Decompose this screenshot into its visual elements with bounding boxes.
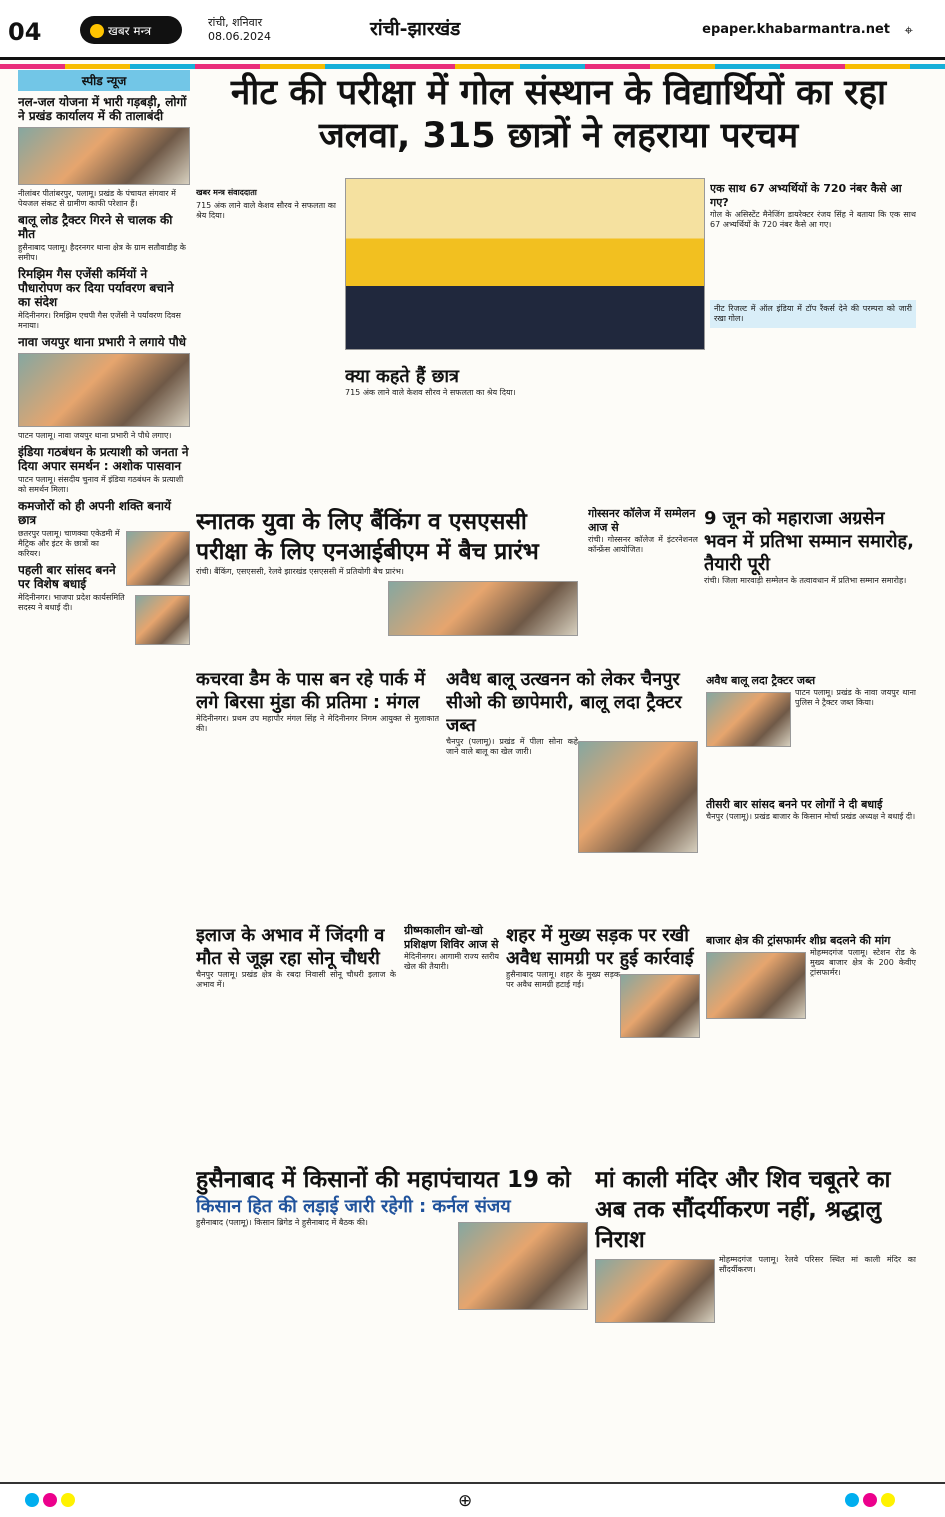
date: 08.06.2024 — [208, 30, 271, 43]
story-headline: इलाज के अभाव में जिंदगी व मौत से जूझ रहा सोनू चौधरी — [196, 925, 385, 969]
maharaja-agrasen-story — [704, 507, 916, 657]
farmers-mahapanchayat-story — [196, 1165, 588, 1470]
story-headline: एक साथ 67 अभ्यर्थियों के 720 नंबर कैसे आ गए? — [710, 182, 902, 209]
cyan-circle — [25, 1493, 39, 1507]
story-text: हुसैनाबाद (पलामू)। किसान ब्रिगेड ने हुसैनाबाद में बैठक की। — [196, 1218, 368, 1227]
gossner-story — [588, 507, 698, 657]
story-headline: इंडिया गठबंधन के प्रत्याशी को जनता ने दिया अपार समर्थन : अशोक पासवान — [18, 445, 189, 473]
story-text: नीलांबर पीतांबरपुर, पलामू। प्रखंड के पंचायत संगवार में पेयजल संकट से ग्रामीण काफी परेशान हैं। — [18, 189, 176, 208]
left-story — [18, 267, 190, 331]
story-text: 715 अंक लाने वाले केशव सौरव ने सफलता का श्रेय दिया। — [196, 201, 336, 220]
story-headline: कचरवा डैम के पास बन रहे पार्क में लगे बिरसा मुंडा की प्रतिमा : मंगल — [196, 669, 426, 713]
section-title: रांची-झारखंड — [370, 18, 461, 40]
story-text: रांची। बैंकिंग, एसएससी, रेलवे झारखंड एसएससी में प्रतियोगी बैच प्रारंभ। — [196, 567, 404, 576]
brand-name: खबर मन्त्र — [108, 24, 152, 38]
story-headline: मां काली मंदिर और शिव चबूतरे का अब तक सौंदर्यीकरण नहीं, श्रद्धालु निराश — [595, 1167, 891, 1253]
dateline — [208, 16, 271, 44]
page-number: 04 — [8, 18, 42, 46]
kho-kho-story — [404, 924, 499, 1154]
site-link[interactable]: epaper.khabarmantra.net — [702, 22, 890, 37]
story-headline: गोस्सनर कॉलेज में सम्मेलन आज से — [588, 507, 696, 534]
blue-info-box — [710, 296, 916, 416]
lead-photo — [345, 178, 705, 350]
illegal-material-story — [506, 924, 700, 1154]
info-box-text: नीट रिजल्ट में ऑल इंडिया में टॉप रैंकर्स देने की परम्परा को जारी रखा गोल। — [710, 300, 916, 328]
yellow-circle — [881, 1493, 895, 1507]
brand-icon — [90, 24, 104, 38]
story-text: मेदिनीनगर। आगामी राज्य स्तरीय खेल की तैयारी। — [404, 952, 499, 971]
story-text: छतरपुर पलामू। चाणक्या एकेडमी में मैट्रिक और इंटर के छात्रों का करियर। — [18, 529, 120, 558]
color-rule — [0, 64, 945, 69]
banking-story — [196, 507, 578, 657]
story-text: पाटन पलामू। नावा जयपुर थाना प्रभारी ने पौधे लगाए। — [18, 431, 172, 440]
story-headline: तीसरी बार सांसद बनने पर लोगों ने दी बधाई — [706, 798, 883, 811]
story-photo — [706, 692, 791, 747]
city-day: रांची, शनिवार — [208, 16, 263, 29]
lead-story-left — [196, 184, 336, 496]
story-photo — [578, 741, 698, 853]
registration-mark-icon: ⊕ — [458, 1491, 473, 1511]
magenta-circle — [863, 1493, 877, 1507]
story-photo — [620, 974, 700, 1038]
story-text: चैनपुर (पलामू)। प्रखंड में पीला सोना कहे जाने वाले बालू का खेल जारी। — [446, 737, 578, 756]
story-text: 715 अंक लाने वाले केशव सौरव ने सफलता का श्रेय दिया। — [345, 388, 516, 397]
story-subhead: किसान हित की लड़ाई जारी रहेगी : कर्नल संजय — [196, 1196, 511, 1217]
story-67-candidates — [710, 182, 916, 287]
story-headline: बाजार क्षेत्र की ट्रांसफार्मर शीघ्र बदलने की मांग — [706, 934, 891, 947]
story-headline: 9 जून को महाराजा अग्रसेन भवन में प्रतिभा सम्मान समारोह, तैयारी पूरी — [704, 508, 914, 575]
story-photo — [595, 1259, 715, 1323]
story-headline: रिमझिम गैस एजेंसी कर्मियों ने पौधारोपण कर दिया पर्यावरण बचाने का संदेश — [18, 267, 174, 309]
sonu-treatment-story — [196, 924, 396, 1154]
story-text: मेदिनीनगर। भाजपा प्रदेश कार्यसमिति सदस्य ने बधाई दी। — [18, 593, 125, 612]
story-headline: नल-जल योजना में भारी गड़बड़ी, लोगों ने प्रखंड कार्यालय में की तालाबंदी — [18, 95, 187, 123]
left-story — [18, 335, 190, 441]
newspaper-header — [0, 0, 945, 60]
story-text: मोहम्मदगंज पलामू। स्टेशन रोड के मुख्य बाजार क्षेत्र के 200 केवीए ट्रांसफार्मर। — [810, 948, 916, 977]
story-photo — [458, 1222, 588, 1310]
story-text: मेदिनीनगर। रिमझिम एचपी गैस एजेंसी ने पर्यावरण दिवस मनाया। — [18, 311, 181, 330]
story-headline: अवैध बालू उत्खनन को लेकर चैनपुर सीओ की छापेमारी, बालू लदा ट्रैक्टर जब्त — [446, 669, 682, 736]
transformer-story — [706, 934, 916, 1154]
story-photo — [706, 952, 806, 1019]
left-story — [18, 95, 190, 209]
story-headline: ग्रीष्मकालीन खो-खो प्रशिक्षण शिविर आज से — [404, 924, 499, 951]
story-headline: स्नातक युवा के लिए बैंकिंग व एसएससी परीक्षा के लिए एनआईबीएम में बैच प्रारंभ — [196, 509, 539, 565]
story-text: गोल के असिस्टेंट मैनेजिंग डायरेक्टर रंजय सिंह ने बताया कि एक साथ 67 अभ्यर्थियों के 720 नंबर कैसे आ गए। — [710, 210, 916, 229]
footer-color-bar — [0, 1482, 945, 1517]
students-say — [345, 365, 705, 496]
main-column — [196, 70, 921, 1482]
kachrawa-dam-story — [196, 668, 439, 913]
story-headline: हुसैनाबाद में किसानों की महापंचायत 19 को — [196, 1167, 571, 1193]
cyan-circle — [845, 1493, 859, 1507]
story-text: पाटन पलामू। संसदीय चुनाव में इंडिया गठबंधन के प्रत्याशी को समर्थन मिला। — [18, 475, 184, 494]
story-text: चैनपुर (पलामू)। प्रखंड बाजार के किसान मोर्चा प्रखंड अध्यक्ष ने बधाई दी। — [706, 812, 916, 821]
magenta-circle — [43, 1493, 57, 1507]
brand-logo[interactable] — [80, 16, 182, 44]
tractor-seized-story — [706, 674, 916, 794]
story-text: चैनपुर पलामू। प्रखंड क्षेत्र के रबदा निवासी सोनू चौधरी इलाज के अभाव में। — [196, 970, 396, 989]
lead-headline: नीट की परीक्षा में गोल संस्थान के विद्यार्थियों का रहा जलवा, 315 छात्रों ने लहराया परचम — [230, 73, 887, 156]
left-column — [18, 70, 190, 1482]
story-photo — [18, 353, 190, 427]
yellow-circle — [61, 1493, 75, 1507]
story-text: रांची। गोस्सनर कॉलेज में इंटरनेशनल कॉन्फ्रेंस आयोजित। — [588, 535, 698, 554]
left-story — [18, 499, 190, 559]
story-photo — [388, 581, 578, 636]
story-photo — [126, 531, 190, 586]
story-headline: शहर में मुख्य सड़क पर रखी अवैध सामग्री पर हुई कार्रवाई — [506, 925, 694, 969]
story-headline: बालू लोड ट्रैक्टर गिरने से चालक की मौत — [18, 213, 173, 241]
story-headline: क्या कहते हैं छात्र — [345, 366, 459, 387]
left-story — [18, 445, 190, 495]
story-text: हुसैनाबाद पलामू। शहर के मुख्य सड़क पर अवैध सामग्री हटाई गई। — [506, 970, 620, 989]
story-text: पाटन पलामू। प्रखंड के नावा जयपुर थाना पुलिस ने ट्रैक्टर जब्त किया। — [795, 688, 916, 707]
story-text: रांची। जिला मारवाड़ी सम्मेलन के तत्वावधान में प्रतिभा सम्मान समारोह। — [704, 576, 907, 585]
story-headline: कमजोरों को ही अपनी शक्ति बनायें छात्र — [18, 499, 171, 527]
mandir-story — [595, 1165, 916, 1470]
sand-seizure-story — [446, 668, 698, 913]
byline: खबर मन्त्र संवाददाता — [196, 188, 257, 197]
story-headline: अवैध बालू लदा ट्रैक्टर जब्त — [706, 674, 816, 687]
left-story — [18, 213, 190, 263]
story-text: मोहम्मदगंज पलामू। रेलवे परिसर स्थित मां काली मंदिर का सौंदर्यीकरण। — [719, 1255, 916, 1274]
story-photo — [135, 595, 190, 645]
mp-congrats-story — [706, 798, 916, 930]
story-text: हुसैनाबाद पलामू। हैदरनगर थाना क्षेत्र के ग्राम सतौवाडीह के समीप। — [18, 243, 186, 262]
story-headline: नावा जयपुर थाना प्रभारी ने लगाये पौधे — [18, 335, 187, 349]
cursor-icon: ⌖ — [904, 21, 913, 39]
story-text: मेदिनीनगर। प्रथम उप महापौर मंगल सिंह ने मेदिनीनगर निगम आयुक्त से मुलाकात की। — [196, 714, 439, 733]
story-headline: पहली बार सांसद बनने पर विशेष बधाई — [18, 563, 116, 591]
story-photo — [18, 127, 190, 185]
speed-news-label: स्पीड न्यूज — [18, 70, 190, 91]
